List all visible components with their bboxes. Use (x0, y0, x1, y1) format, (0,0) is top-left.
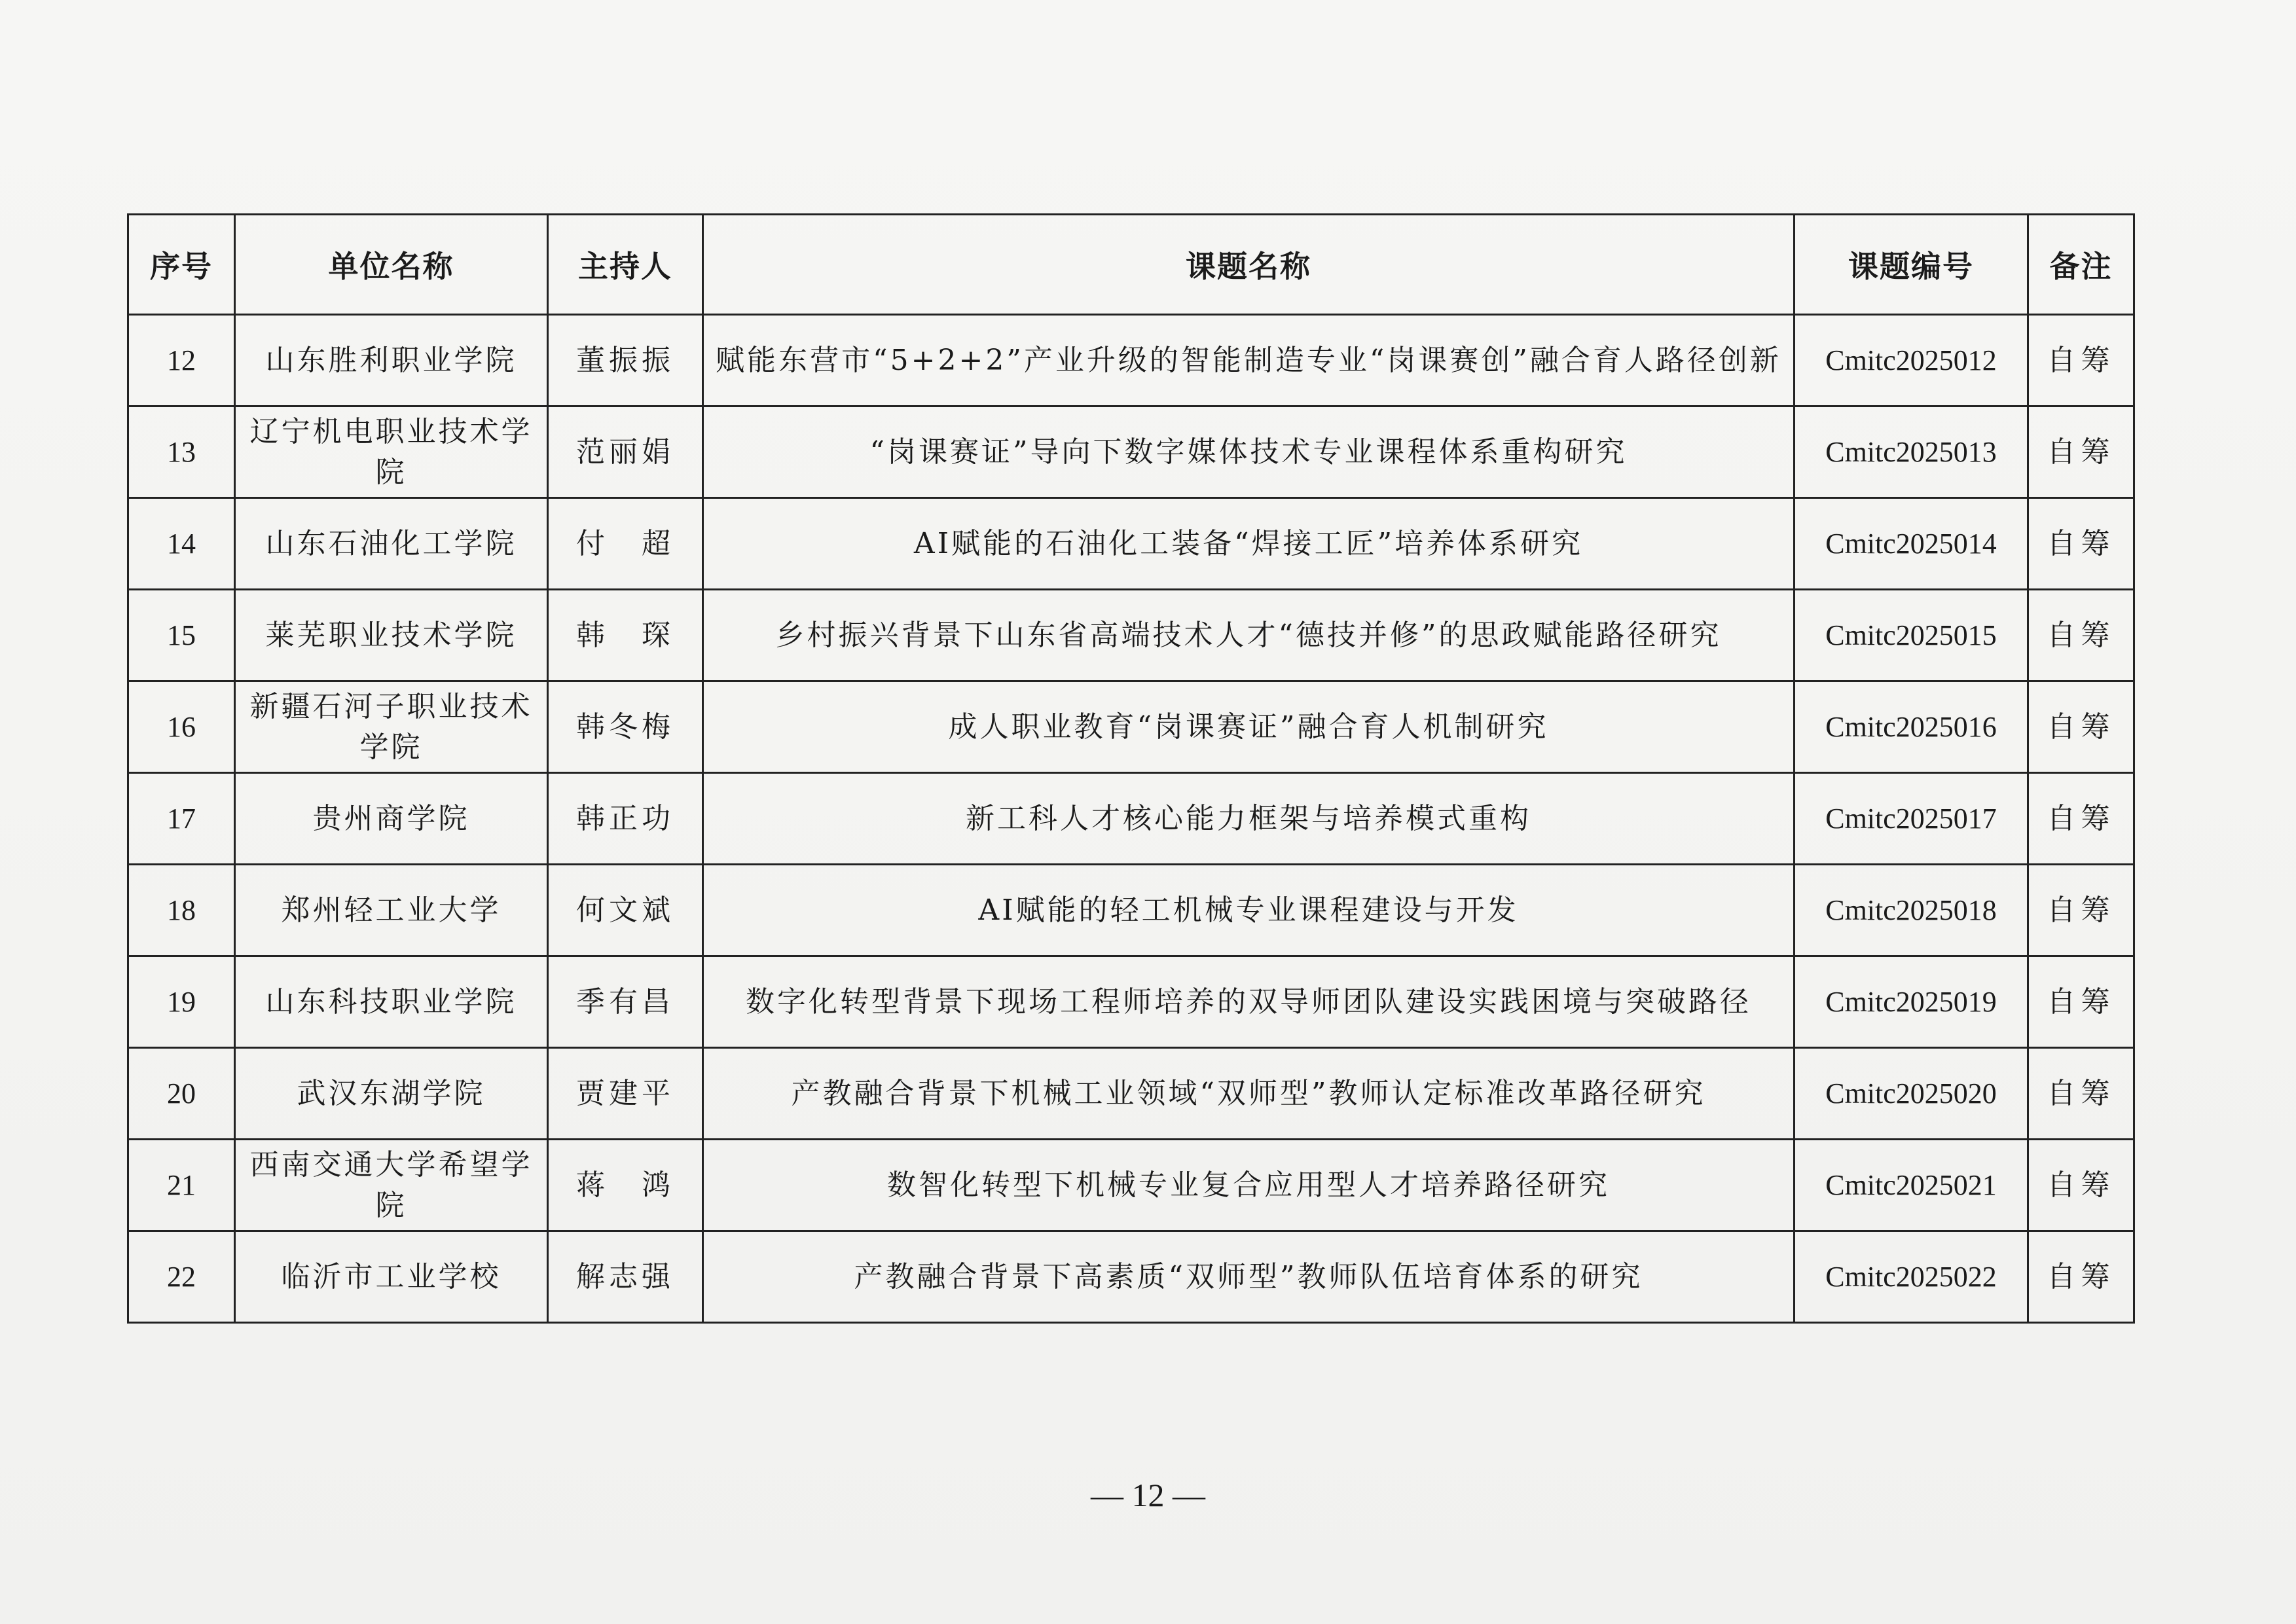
cell-num: 19 (128, 956, 235, 1048)
cell-num: 17 (128, 773, 235, 865)
table-row (128, 956, 2134, 1048)
cell-unit: 山东科技职业学院 (235, 956, 548, 1048)
table-row (128, 1048, 2134, 1140)
cell-code: Cmitc2025017 (1795, 773, 2028, 865)
cell-note: 自筹 (2028, 315, 2134, 406)
cell-num: 21 (128, 1140, 235, 1231)
cell-title: AI赋能的轻工机械专业课程建设与开发 (703, 865, 1795, 956)
cell-host: 贾建平 (548, 1048, 703, 1140)
cell-title: 数字化转型背景下现场工程师培养的双导师团队建设实践困境与突破路径 (703, 956, 1795, 1048)
cell-num: 16 (128, 681, 235, 773)
table-row (128, 498, 2134, 590)
table-row (128, 681, 2134, 773)
table-row (128, 865, 2134, 956)
cell-note: 自筹 (2028, 1048, 2134, 1140)
cell-title: “岗课赛证”导向下数字媒体技术专业课程体系重构研究 (703, 406, 1795, 498)
cell-title: 新工科人才核心能力框架与培养模式重构 (703, 773, 1795, 865)
cell-note: 自筹 (2028, 590, 2134, 681)
cell-num: 12 (128, 315, 235, 406)
cell-host: 韩 琛 (548, 590, 703, 681)
header-host: 主持人 (548, 215, 703, 315)
cell-code: Cmitc2025018 (1795, 865, 2028, 956)
cell-unit: 贵州商学院 (235, 773, 548, 865)
header-title: 课题名称 (703, 215, 1795, 315)
cell-note: 自筹 (2028, 406, 2134, 498)
header-note: 备注 (2028, 215, 2134, 315)
cell-title: 成人职业教育“岗课赛证”融合育人机制研究 (703, 681, 1795, 773)
cell-host: 范丽娟 (548, 406, 703, 498)
cell-code: Cmitc2025022 (1795, 1231, 2028, 1323)
cell-title: 产教融合背景下高素质“双师型”教师队伍培育体系的研究 (703, 1231, 1795, 1323)
cell-note: 自筹 (2028, 865, 2134, 956)
cell-code: Cmitc2025016 (1795, 681, 2028, 773)
cell-unit: 莱芜职业技术学院 (235, 590, 548, 681)
cell-note: 自筹 (2028, 1140, 2134, 1231)
cell-unit: 临沂市工业学校 (235, 1231, 548, 1323)
cell-num: 14 (128, 498, 235, 590)
table-row (128, 315, 2134, 406)
cell-unit: 山东石油化工学院 (235, 498, 548, 590)
header-code: 课题编号 (1795, 215, 2028, 315)
cell-title: AI赋能的石油化工装备“焊接工匠”培养体系研究 (703, 498, 1795, 590)
cell-host: 韩正功 (548, 773, 703, 865)
table-row (128, 1231, 2134, 1323)
cell-num: 15 (128, 590, 235, 681)
cell-code: Cmitc2025012 (1795, 315, 2028, 406)
cell-note: 自筹 (2028, 956, 2134, 1048)
cell-code: Cmitc2025020 (1795, 1048, 2028, 1140)
cell-host: 付 超 (548, 498, 703, 590)
cell-code: Cmitc2025019 (1795, 956, 2028, 1048)
cell-host: 蒋 鸿 (548, 1140, 703, 1231)
cell-title: 产教融合背景下机械工业领域“双师型”教师认定标准改革路径研究 (703, 1048, 1795, 1140)
header-num: 序号 (128, 215, 235, 315)
table-row (128, 773, 2134, 865)
cell-note: 自筹 (2028, 1231, 2134, 1323)
page-number: — 12 — (1091, 1477, 1205, 1513)
cell-num: 22 (128, 1231, 235, 1323)
cell-host: 何文斌 (548, 865, 703, 956)
cell-num: 20 (128, 1048, 235, 1140)
cell-host: 解志强 (548, 1231, 703, 1323)
cell-code: Cmitc2025015 (1795, 590, 2028, 681)
cell-unit: 武汉东湖学院 (235, 1048, 548, 1140)
project-table (127, 213, 2135, 1324)
cell-code: Cmitc2025014 (1795, 498, 2028, 590)
table-row (128, 590, 2134, 681)
header-unit: 单位名称 (235, 215, 548, 315)
cell-note: 自筹 (2028, 681, 2134, 773)
cell-note: 自筹 (2028, 773, 2134, 865)
cell-code: Cmitc2025021 (1795, 1140, 2028, 1231)
cell-host: 韩冬梅 (548, 681, 703, 773)
table-row (128, 1140, 2134, 1231)
cell-code: Cmitc2025013 (1795, 406, 2028, 498)
cell-num: 13 (128, 406, 235, 498)
cell-unit: 辽宁机电职业技术学院 (235, 406, 548, 498)
cell-unit: 郑州轻工业大学 (235, 865, 548, 956)
cell-title: 数智化转型下机械专业复合应用型人才培养路径研究 (703, 1140, 1795, 1231)
cell-title: 乡村振兴背景下山东省高端技术人才“德技并修”的思政赋能路径研究 (703, 590, 1795, 681)
table-header-row (128, 215, 2134, 315)
cell-unit: 新疆石河子职业技术学院 (235, 681, 548, 773)
cell-unit: 山东胜利职业学院 (235, 315, 548, 406)
cell-host: 董振振 (548, 315, 703, 406)
table-row (128, 406, 2134, 498)
cell-num: 18 (128, 865, 235, 956)
cell-note: 自筹 (2028, 498, 2134, 590)
cell-host: 季有昌 (548, 956, 703, 1048)
cell-title: 赋能东营市“5+2+2”产业升级的智能制造专业“岗课赛创”融合育人路径创新 (703, 315, 1795, 406)
cell-unit: 西南交通大学希望学院 (235, 1140, 548, 1231)
